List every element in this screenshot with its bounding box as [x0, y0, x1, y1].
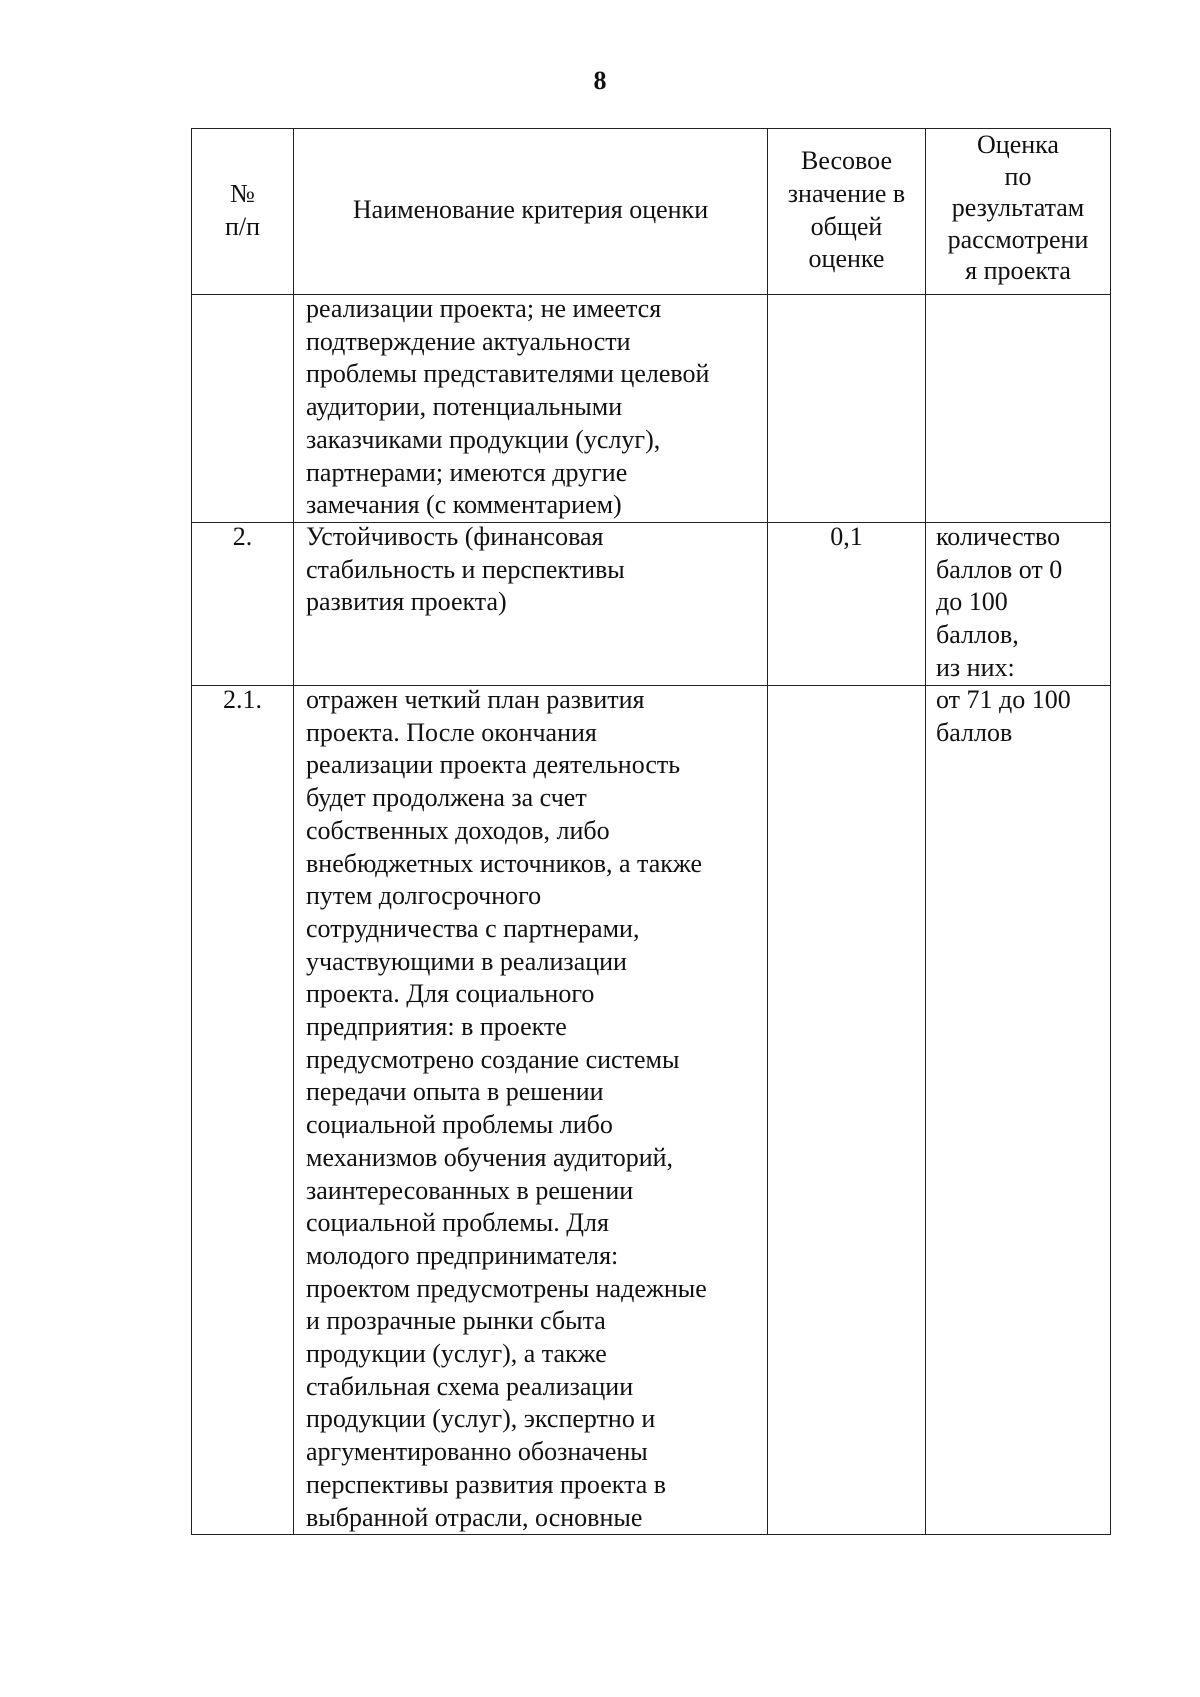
row-num-cell: [192, 295, 294, 523]
row-criterion: реализации проекта; не имеется подтверждение актуальности проблемы представителями целевой аудитории, потенциальными заказчиками продукции (услуг), партнерами; имеются другие замечания (с комментарием): [306, 294, 710, 520]
table-row: [192, 295, 1111, 523]
row-score: от 71 до 100 баллов: [936, 685, 1071, 747]
row-weight: 0,1: [830, 522, 863, 551]
header-name-label: Наименование критерия оценки: [352, 195, 709, 225]
row-score-cell: [926, 523, 1111, 686]
header-num-label: № п/п: [224, 178, 261, 241]
header-weight-label: Весовое значение в общей оценке: [787, 146, 906, 274]
row-num-cell: [192, 523, 294, 686]
header-weight: [768, 129, 926, 295]
row-weight-cell: [768, 686, 926, 1535]
header-name: [294, 129, 768, 295]
row-score-cell: [926, 686, 1111, 1535]
header-score-label: Оценка по результатам рассмотрени я проекта: [947, 130, 1089, 285]
row-num: 2.1.: [223, 685, 262, 714]
row-score-cell: [926, 295, 1111, 523]
row-criterion: отражен четкий план развития проекта. После окончания реализации проекта деятельность будет продолжена за счет собственных доходов, либо внебюджетных источников, а также путем долгосрочного сотрудничества с партнерами, участвующими в реализации проекта. Для социального предприятия: в проекте предусмотрено создание системы передачи опыта в решении социальной проблемы либо механизмов обучения аудиторий, заинтересованных в решении социальной проблемы. Для молодого предпринимателя: проектом предусмотрены надежные и прозрачные рынки сбыта продукции (услуг), а также стабильная схема реализации продукции (услуг), экспертно и аргументированно обозначены перспективы развития проекта в выбранной отрасли, основные: [306, 685, 707, 1532]
row-criterion-cell: [294, 686, 768, 1535]
row-criterion-cell: [294, 523, 768, 686]
header-num: [192, 129, 294, 295]
header-score: [926, 129, 1111, 295]
row-weight-cell: [768, 295, 926, 523]
row-criterion: Устойчивость (финансовая стабильность и перспективы развития проекта): [306, 522, 625, 617]
table-row: [192, 523, 1111, 686]
table-row: [192, 686, 1111, 1535]
row-score: количество баллов от 0 до 100 баллов, из них:: [936, 522, 1063, 682]
page-number: 8: [593, 66, 607, 95]
criteria-table: [191, 128, 1111, 1535]
row-criterion-cell: [294, 295, 768, 523]
row-num-cell: [192, 686, 294, 1535]
row-num: 2.: [232, 522, 253, 551]
table-header-row: [192, 129, 1111, 295]
row-weight-cell: [768, 523, 926, 686]
